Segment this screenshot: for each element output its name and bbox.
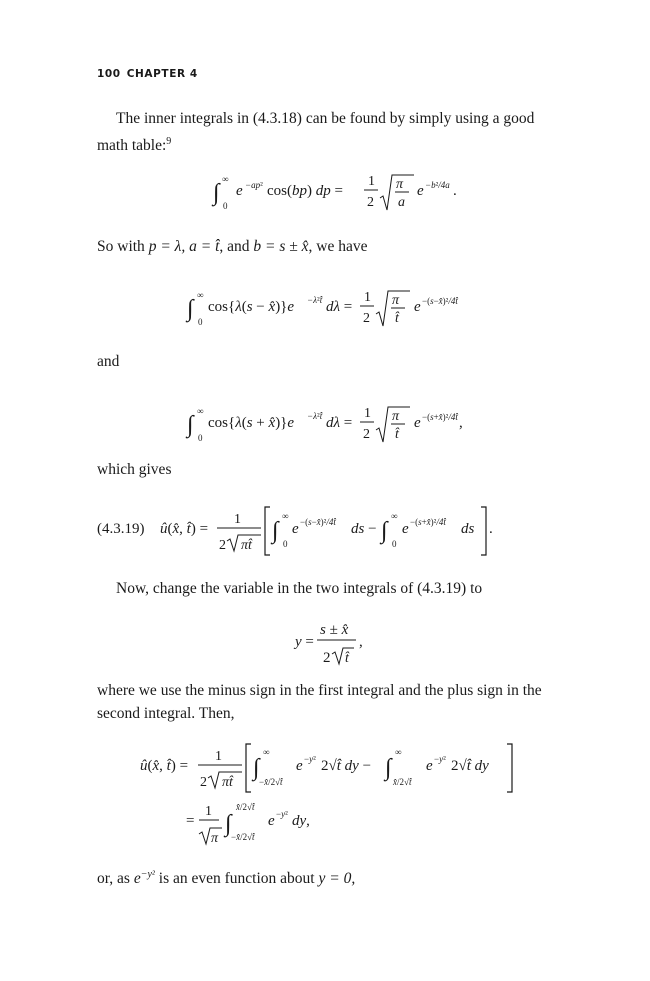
svg-text:∞: ∞	[222, 174, 229, 184]
paragraph-substitution: So with p = λ, a = t̂, and b = s ± x̂, we have	[97, 238, 368, 255]
svg-text:−λ²t̂: −λ²t̂	[307, 295, 323, 305]
svg-text:e: e	[417, 183, 424, 199]
svg-text:2: 2	[363, 311, 370, 326]
paragraph-change-variable: Now, change the variable in the two integrals of (4.3.19) to	[116, 580, 483, 597]
paragraph-and: and	[97, 353, 120, 370]
svg-text:−b²/4a: −b²/4a	[425, 180, 450, 190]
svg-text:−x̂/2√t̂: −x̂/2√t̂	[259, 777, 283, 787]
svg-text:1: 1	[205, 804, 212, 819]
svg-text:−ap²: −ap²	[245, 180, 263, 190]
equation-cos-plus	[0, 399, 650, 455]
svg-text:1: 1	[215, 749, 222, 764]
svg-text:∫: ∫	[187, 296, 194, 322]
svg-text:π: π	[392, 293, 400, 308]
equation-cos-minus	[0, 283, 650, 339]
svg-text:1: 1	[364, 406, 371, 421]
svg-text:0: 0	[198, 433, 203, 443]
svg-text:2: 2	[219, 538, 226, 553]
integral-sign: ∫	[213, 180, 220, 206]
svg-text:e: e	[426, 758, 433, 774]
svg-text:π: π	[396, 177, 404, 192]
svg-text:y =: y =	[295, 634, 314, 650]
equation-table-integral	[0, 168, 650, 224]
equation-transformed	[0, 738, 650, 850]
svg-text:−y²: −y²	[304, 754, 316, 764]
paragraph-which-gives: which gives	[97, 461, 172, 478]
svg-text:a: a	[398, 195, 405, 210]
equation-4-3-19	[0, 500, 650, 560]
svg-text:∫: ∫	[385, 755, 392, 781]
svg-text:cos{λ(s − x̂)}e: cos{λ(s − x̂)}e	[208, 299, 295, 315]
svg-text:−y²: −y²	[276, 809, 288, 819]
svg-text:e: e	[402, 521, 409, 537]
svg-text:,: ,	[459, 415, 463, 431]
svg-text:ds −: ds −	[351, 521, 377, 537]
svg-text:2: 2	[323, 650, 331, 666]
svg-text:e: e	[414, 415, 421, 431]
svg-text:∞: ∞	[391, 511, 398, 521]
svg-text:t̂: t̂	[395, 311, 399, 326]
svg-text:∞: ∞	[197, 406, 204, 416]
svg-text:−(s+x̂)²/4t̂: −(s+x̂)²/4t̂	[422, 412, 458, 422]
svg-text:.: .	[453, 183, 457, 199]
svg-text:0: 0	[198, 317, 203, 327]
svg-text:,: ,	[359, 634, 363, 650]
svg-text:0: 0	[392, 539, 397, 549]
svg-text:e: e	[414, 299, 421, 315]
svg-text:x̂/2√t̂: x̂/2√t̂	[393, 777, 412, 787]
svg-text:1: 1	[234, 512, 241, 527]
svg-text:dλ =: dλ =	[326, 415, 353, 431]
svg-text:−λ²t̂: −λ²t̂	[307, 411, 323, 421]
svg-text:dy,: dy,	[292, 813, 310, 829]
svg-text:2: 2	[367, 195, 374, 210]
svg-text:−(s−x̂)²/4t̂: −(s−x̂)²/4t̂	[422, 296, 458, 306]
footnote-marker: 9	[166, 136, 172, 147]
svg-text:2: 2	[200, 775, 207, 790]
svg-text:t̂: t̂	[395, 427, 399, 442]
svg-text:.: .	[489, 521, 493, 537]
svg-text:∫: ∫	[381, 518, 388, 544]
svg-text:−(s+x̂)²/4t̂: −(s+x̂)²/4t̂	[410, 517, 446, 527]
svg-text:ds: ds	[461, 521, 475, 537]
equation-y-substitution	[0, 613, 650, 675]
paragraph-even-function: or, as $e^{-y^2}$ is an even function about y = 0,	[97, 869, 356, 888]
svg-text:∞: ∞	[197, 290, 204, 300]
svg-text:1: 1	[364, 290, 371, 305]
svg-text:∞: ∞	[263, 747, 270, 757]
svg-text:2√t̂ dy −: 2√t̂ dy −	[321, 758, 372, 774]
svg-text:−y²: −y²	[434, 754, 446, 764]
svg-text:dλ =: dλ =	[326, 299, 353, 315]
svg-text:∫: ∫	[253, 755, 260, 781]
svg-text:∫: ∫	[272, 518, 279, 544]
svg-text:e: e	[236, 183, 243, 199]
svg-text:π: π	[392, 409, 400, 424]
svg-text:s ± x̂: s ± x̂	[320, 622, 349, 638]
svg-text:x̂/2√t̂: x̂/2√t̂	[236, 802, 255, 812]
svg-text:∞: ∞	[282, 511, 289, 521]
svg-text:∫: ∫	[187, 412, 194, 438]
page-number: 100	[97, 68, 121, 80]
svg-text:û(x̂, t̂) =: û(x̂, t̂) =	[160, 521, 209, 537]
svg-text:−x̂/2√t̂: −x̂/2√t̂	[231, 832, 255, 842]
svg-text:πt̂: πt̂	[222, 775, 233, 790]
equation-label: (4.3.19)	[97, 521, 145, 537]
svg-text:1: 1	[368, 174, 375, 189]
paragraph-math-table: The inner integrals in (4.3.18) can be found by simply using a good math table:$^9$	[97, 110, 535, 155]
svg-text:πt̂: πt̂	[241, 538, 252, 553]
chapter-label: CHAPTER 4	[126, 68, 198, 80]
svg-text:0: 0	[223, 201, 228, 211]
svg-text:2√t̂ dy: 2√t̂ dy	[451, 758, 489, 774]
svg-text:cos{λ(s + x̂)}e: cos{λ(s + x̂)}e	[208, 415, 295, 431]
svg-text:∞: ∞	[395, 747, 402, 757]
svg-text:π: π	[211, 831, 219, 846]
svg-text:=: =	[186, 813, 195, 829]
svg-text:e: e	[292, 521, 299, 537]
svg-text:û(x̂, t̂) =: û(x̂, t̂) =	[140, 758, 189, 774]
inline-exponential: $e^{-y^2}$	[133, 869, 155, 888]
svg-text:∫: ∫	[225, 811, 232, 837]
svg-text:2: 2	[363, 427, 370, 442]
svg-text:−(s−x̂)²/4t̂: −(s−x̂)²/4t̂	[300, 517, 336, 527]
svg-text:e: e	[268, 813, 275, 829]
svg-text:cos(bp) dp =: cos(bp) dp =	[267, 183, 343, 199]
paragraph-sign-choice: where we use the minus sign in the first integral and the plus sign in the second integral. Then,	[97, 682, 542, 722]
svg-text:0: 0	[283, 539, 288, 549]
running-header	[97, 68, 198, 80]
svg-text:t̂: t̂	[345, 651, 349, 666]
svg-text:e: e	[296, 758, 303, 774]
